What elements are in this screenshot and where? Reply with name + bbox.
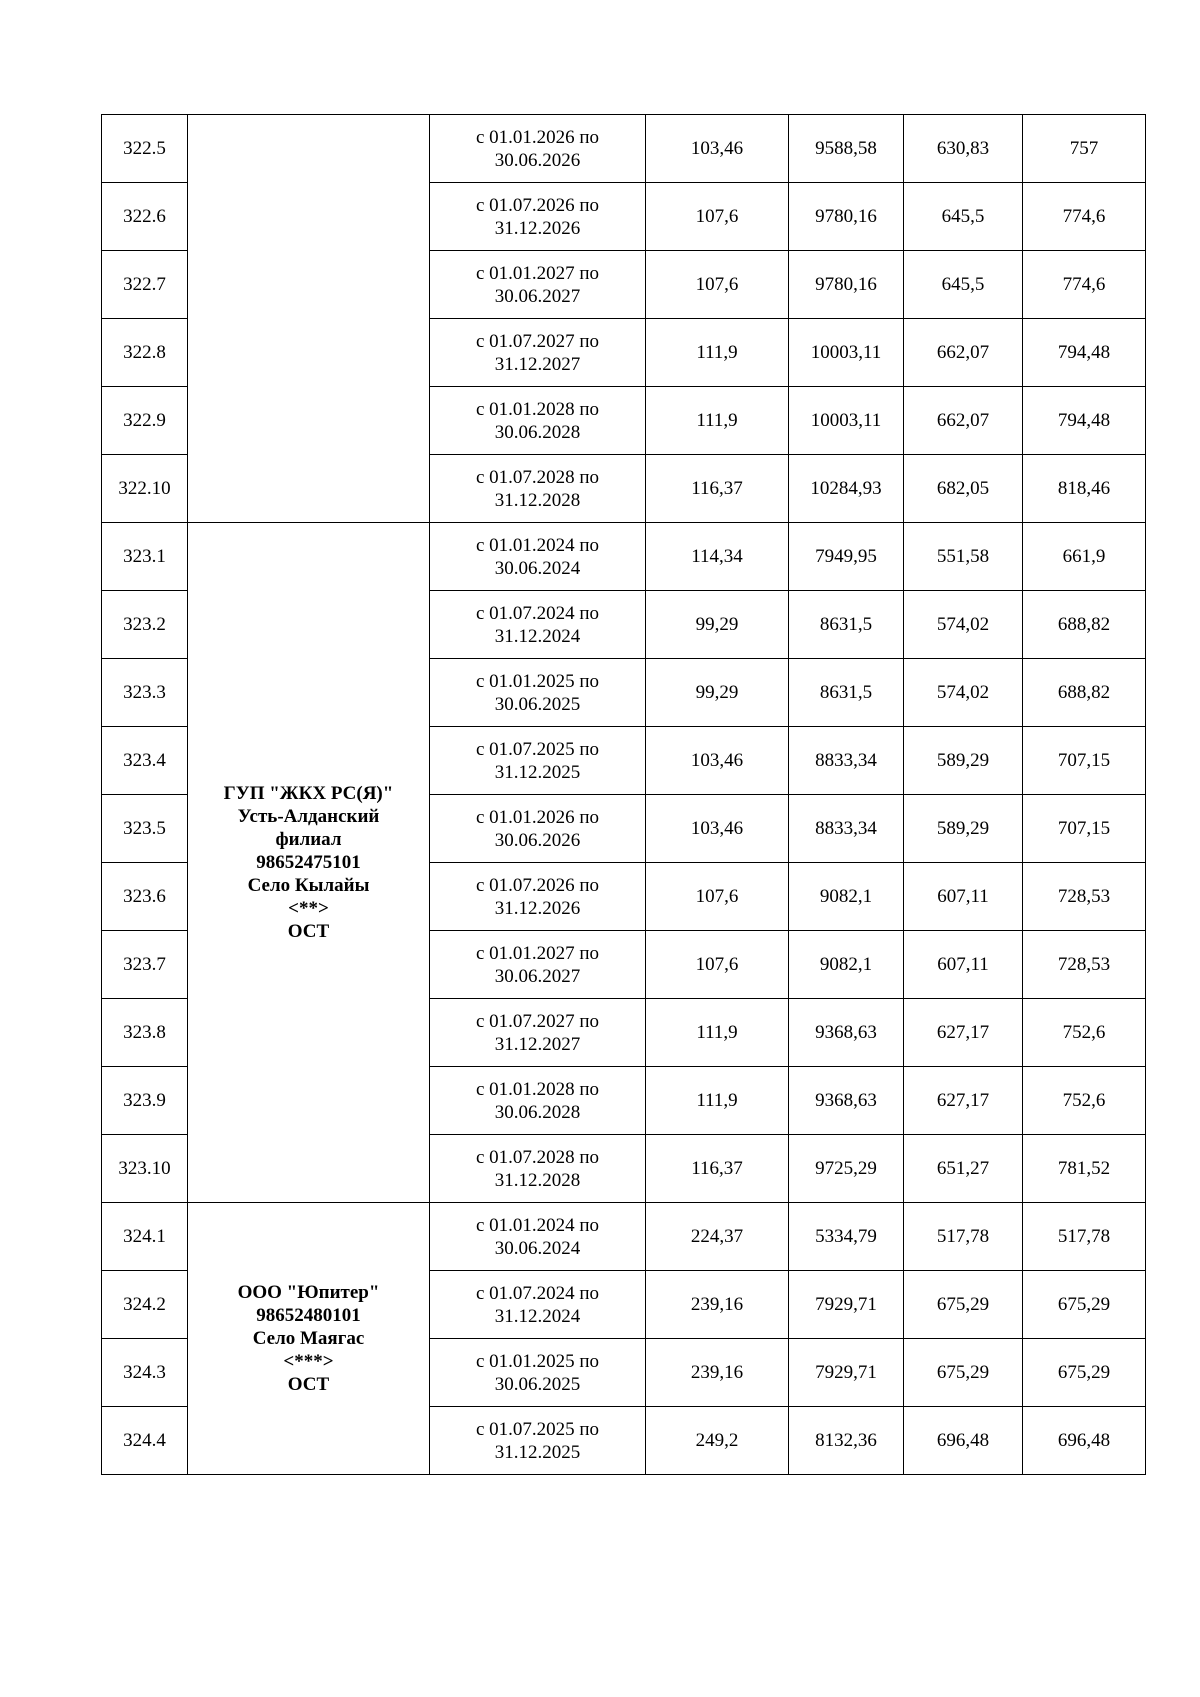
row-number-cell: 323.4 bbox=[102, 727, 188, 795]
period-to: 31.12.2025 bbox=[494, 761, 581, 783]
period-cell bbox=[430, 931, 646, 999]
value-cell-1: 116,37 bbox=[646, 455, 789, 523]
row-number-cell: 324.1 bbox=[102, 1203, 188, 1271]
value-cell-1: 114,34 bbox=[646, 523, 789, 591]
value-cell-1: 111,9 bbox=[646, 387, 789, 455]
value-cell-2: 9588,58 bbox=[789, 115, 904, 183]
period-cell bbox=[430, 183, 646, 251]
value-cell-2: 9368,63 bbox=[789, 999, 904, 1067]
organization-line: Усть-Алданский bbox=[237, 806, 380, 827]
period-from: с 01.01.2028 по bbox=[475, 398, 600, 420]
period-to: 31.12.2028 bbox=[494, 489, 581, 511]
tariff-table bbox=[101, 114, 1146, 1475]
organization-line: <***> bbox=[283, 1351, 334, 1372]
row-number-cell: 322.7 bbox=[102, 251, 188, 319]
row-number-cell: 323.5 bbox=[102, 795, 188, 863]
period-to: 31.12.2027 bbox=[494, 1033, 581, 1055]
value-cell-3: 662,07 bbox=[904, 387, 1023, 455]
value-cell-4: 517,78 bbox=[1023, 1203, 1146, 1271]
value-cell-2: 10003,11 bbox=[789, 319, 904, 387]
value-cell-2: 8833,34 bbox=[789, 727, 904, 795]
period-from: с 01.01.2026 по bbox=[475, 126, 600, 148]
period-cell bbox=[430, 863, 646, 931]
period-to: 31.12.2024 bbox=[494, 625, 581, 647]
period-cell bbox=[430, 1135, 646, 1203]
period-cell bbox=[430, 455, 646, 523]
value-cell-2: 7929,71 bbox=[789, 1271, 904, 1339]
period-from: с 01.01.2024 по bbox=[475, 534, 600, 556]
period-from: с 01.07.2027 по bbox=[475, 330, 600, 352]
value-cell-4: 707,15 bbox=[1023, 727, 1146, 795]
period-cell bbox=[430, 1067, 646, 1135]
value-cell-4: 728,53 bbox=[1023, 863, 1146, 931]
period-from: с 01.07.2026 по bbox=[475, 874, 600, 896]
value-cell-3: 551,58 bbox=[904, 523, 1023, 591]
value-cell-4: 794,48 bbox=[1023, 319, 1146, 387]
organization-cell bbox=[188, 523, 430, 1203]
organization-line: Село Кылайы bbox=[247, 875, 370, 896]
period-to: 31.12.2024 bbox=[494, 1305, 581, 1327]
period-from: с 01.01.2026 по bbox=[475, 806, 600, 828]
period-to: 30.06.2026 bbox=[494, 149, 581, 171]
value-cell-2: 7929,71 bbox=[789, 1339, 904, 1407]
organization-line: 98652480101 bbox=[256, 1305, 361, 1326]
row-number-cell: 324.4 bbox=[102, 1407, 188, 1475]
value-cell-1: 224,37 bbox=[646, 1203, 789, 1271]
period-to: 31.12.2025 bbox=[494, 1441, 581, 1463]
period-from: с 01.07.2026 по bbox=[475, 194, 600, 216]
value-cell-2: 5334,79 bbox=[789, 1203, 904, 1271]
value-cell-3: 574,02 bbox=[904, 659, 1023, 727]
value-cell-1: 107,6 bbox=[646, 931, 789, 999]
row-number-cell: 323.3 bbox=[102, 659, 188, 727]
value-cell-4: 675,29 bbox=[1023, 1339, 1146, 1407]
value-cell-4: 661,9 bbox=[1023, 523, 1146, 591]
period-from: с 01.01.2024 по bbox=[475, 1214, 600, 1236]
value-cell-3: 627,17 bbox=[904, 1067, 1023, 1135]
period-to: 31.12.2028 bbox=[494, 1169, 581, 1191]
value-cell-4: 728,53 bbox=[1023, 931, 1146, 999]
value-cell-3: 675,29 bbox=[904, 1271, 1023, 1339]
value-cell-2: 7949,95 bbox=[789, 523, 904, 591]
organization-line: <**> bbox=[288, 898, 329, 919]
value-cell-3: 675,29 bbox=[904, 1339, 1023, 1407]
value-cell-4: 752,6 bbox=[1023, 999, 1146, 1067]
period-to: 31.12.2026 bbox=[494, 217, 581, 239]
value-cell-3: 589,29 bbox=[904, 795, 1023, 863]
row-number-cell: 323.1 bbox=[102, 523, 188, 591]
period-cell bbox=[430, 319, 646, 387]
value-cell-2: 8631,5 bbox=[789, 659, 904, 727]
period-cell bbox=[430, 1339, 646, 1407]
value-cell-1: 111,9 bbox=[646, 999, 789, 1067]
table-row bbox=[102, 523, 1146, 591]
period-from: с 01.01.2027 по bbox=[475, 942, 600, 964]
period-cell bbox=[430, 523, 646, 591]
organization-line: ГУП "ЖКХ РС(Я)" bbox=[223, 783, 394, 804]
value-cell-1: 239,16 bbox=[646, 1339, 789, 1407]
period-cell bbox=[430, 1407, 646, 1475]
row-number-cell: 322.9 bbox=[102, 387, 188, 455]
period-from: с 01.01.2025 по bbox=[475, 1350, 600, 1372]
value-cell-2: 8631,5 bbox=[789, 591, 904, 659]
value-cell-4: 774,6 bbox=[1023, 183, 1146, 251]
value-cell-2: 8833,34 bbox=[789, 795, 904, 863]
period-from: с 01.07.2027 по bbox=[475, 1010, 600, 1032]
table-row bbox=[102, 1203, 1146, 1271]
organization-line: ОСТ bbox=[287, 1374, 330, 1395]
value-cell-3: 517,78 bbox=[904, 1203, 1023, 1271]
organization-line: Село Маягас bbox=[252, 1328, 365, 1349]
value-cell-2: 10003,11 bbox=[789, 387, 904, 455]
period-from: с 01.07.2024 по bbox=[475, 1282, 600, 1304]
value-cell-4: 794,48 bbox=[1023, 387, 1146, 455]
value-cell-2: 9780,16 bbox=[789, 251, 904, 319]
period-from: с 01.07.2025 по bbox=[475, 738, 600, 760]
value-cell-4: 688,82 bbox=[1023, 659, 1146, 727]
value-cell-2: 9368,63 bbox=[789, 1067, 904, 1135]
value-cell-1: 103,46 bbox=[646, 795, 789, 863]
value-cell-3: 589,29 bbox=[904, 727, 1023, 795]
value-cell-2: 8132,36 bbox=[789, 1407, 904, 1475]
value-cell-4: 781,52 bbox=[1023, 1135, 1146, 1203]
period-from: с 01.01.2028 по bbox=[475, 1078, 600, 1100]
value-cell-1: 239,16 bbox=[646, 1271, 789, 1339]
value-cell-3: 651,27 bbox=[904, 1135, 1023, 1203]
value-cell-1: 99,29 bbox=[646, 591, 789, 659]
row-number-cell: 322.6 bbox=[102, 183, 188, 251]
row-number-cell: 324.2 bbox=[102, 1271, 188, 1339]
value-cell-4: 818,46 bbox=[1023, 455, 1146, 523]
period-to: 30.06.2025 bbox=[494, 693, 581, 715]
period-to: 30.06.2027 bbox=[494, 965, 581, 987]
period-to: 30.06.2026 bbox=[494, 829, 581, 851]
value-cell-1: 111,9 bbox=[646, 1067, 789, 1135]
value-cell-1: 107,6 bbox=[646, 863, 789, 931]
organization-line: 98652475101 bbox=[256, 852, 361, 873]
value-cell-1: 249,2 bbox=[646, 1407, 789, 1475]
period-from: с 01.07.2028 по bbox=[475, 466, 600, 488]
period-to: 31.12.2027 bbox=[494, 353, 581, 375]
value-cell-3: 682,05 bbox=[904, 455, 1023, 523]
tariff-table-body bbox=[102, 115, 1146, 1475]
value-cell-3: 574,02 bbox=[904, 591, 1023, 659]
value-cell-1: 103,46 bbox=[646, 727, 789, 795]
row-number-cell: 322.5 bbox=[102, 115, 188, 183]
period-cell bbox=[430, 1203, 646, 1271]
period-to: 30.06.2024 bbox=[494, 1237, 581, 1259]
value-cell-1: 107,6 bbox=[646, 251, 789, 319]
value-cell-1: 99,29 bbox=[646, 659, 789, 727]
value-cell-2: 10284,93 bbox=[789, 455, 904, 523]
row-number-cell: 323.9 bbox=[102, 1067, 188, 1135]
row-number-cell: 323.2 bbox=[102, 591, 188, 659]
organization-line: ООО "Юпитер" bbox=[237, 1282, 380, 1303]
period-to: 30.06.2025 bbox=[494, 1373, 581, 1395]
value-cell-4: 675,29 bbox=[1023, 1271, 1146, 1339]
value-cell-1: 116,37 bbox=[646, 1135, 789, 1203]
row-number-cell: 322.8 bbox=[102, 319, 188, 387]
value-cell-4: 688,82 bbox=[1023, 591, 1146, 659]
value-cell-2: 9082,1 bbox=[789, 863, 904, 931]
organization-cell bbox=[188, 115, 430, 523]
period-cell bbox=[430, 659, 646, 727]
organization-cell bbox=[188, 1203, 430, 1475]
value-cell-4: 696,48 bbox=[1023, 1407, 1146, 1475]
period-to: 30.06.2028 bbox=[494, 421, 581, 443]
row-number-cell: 324.3 bbox=[102, 1339, 188, 1407]
period-cell bbox=[430, 999, 646, 1067]
value-cell-1: 111,9 bbox=[646, 319, 789, 387]
period-cell bbox=[430, 727, 646, 795]
period-cell bbox=[430, 1271, 646, 1339]
row-number-cell: 323.7 bbox=[102, 931, 188, 999]
period-to: 31.12.2026 bbox=[494, 897, 581, 919]
value-cell-3: 645,5 bbox=[904, 183, 1023, 251]
period-to: 30.06.2027 bbox=[494, 285, 581, 307]
period-cell bbox=[430, 591, 646, 659]
period-from: с 01.01.2025 по bbox=[475, 670, 600, 692]
period-from: с 01.07.2028 по bbox=[475, 1146, 600, 1168]
period-from: с 01.01.2027 по bbox=[475, 262, 600, 284]
period-to: 30.06.2028 bbox=[494, 1101, 581, 1123]
table-row bbox=[102, 115, 1146, 183]
row-number-cell: 323.8 bbox=[102, 999, 188, 1067]
period-from: с 01.07.2024 по bbox=[475, 602, 600, 624]
value-cell-4: 707,15 bbox=[1023, 795, 1146, 863]
value-cell-3: 662,07 bbox=[904, 319, 1023, 387]
value-cell-3: 630,83 bbox=[904, 115, 1023, 183]
organization-line: ОСТ bbox=[287, 921, 330, 942]
value-cell-4: 752,6 bbox=[1023, 1067, 1146, 1135]
row-number-cell: 323.10 bbox=[102, 1135, 188, 1203]
row-number-cell: 323.6 bbox=[102, 863, 188, 931]
period-cell bbox=[430, 115, 646, 183]
value-cell-3: 627,17 bbox=[904, 999, 1023, 1067]
value-cell-2: 9725,29 bbox=[789, 1135, 904, 1203]
period-cell bbox=[430, 795, 646, 863]
value-cell-2: 9082,1 bbox=[789, 931, 904, 999]
value-cell-4: 757 bbox=[1023, 115, 1146, 183]
value-cell-2: 9780,16 bbox=[789, 183, 904, 251]
value-cell-3: 607,11 bbox=[904, 863, 1023, 931]
period-cell bbox=[430, 387, 646, 455]
value-cell-3: 607,11 bbox=[904, 931, 1023, 999]
period-from: с 01.07.2025 по bbox=[475, 1418, 600, 1440]
organization-line: филиал bbox=[275, 829, 342, 850]
value-cell-1: 103,46 bbox=[646, 115, 789, 183]
value-cell-4: 774,6 bbox=[1023, 251, 1146, 319]
period-cell bbox=[430, 251, 646, 319]
value-cell-1: 107,6 bbox=[646, 183, 789, 251]
value-cell-3: 645,5 bbox=[904, 251, 1023, 319]
value-cell-3: 696,48 bbox=[904, 1407, 1023, 1475]
period-to: 30.06.2024 bbox=[494, 557, 581, 579]
row-number-cell: 322.10 bbox=[102, 455, 188, 523]
